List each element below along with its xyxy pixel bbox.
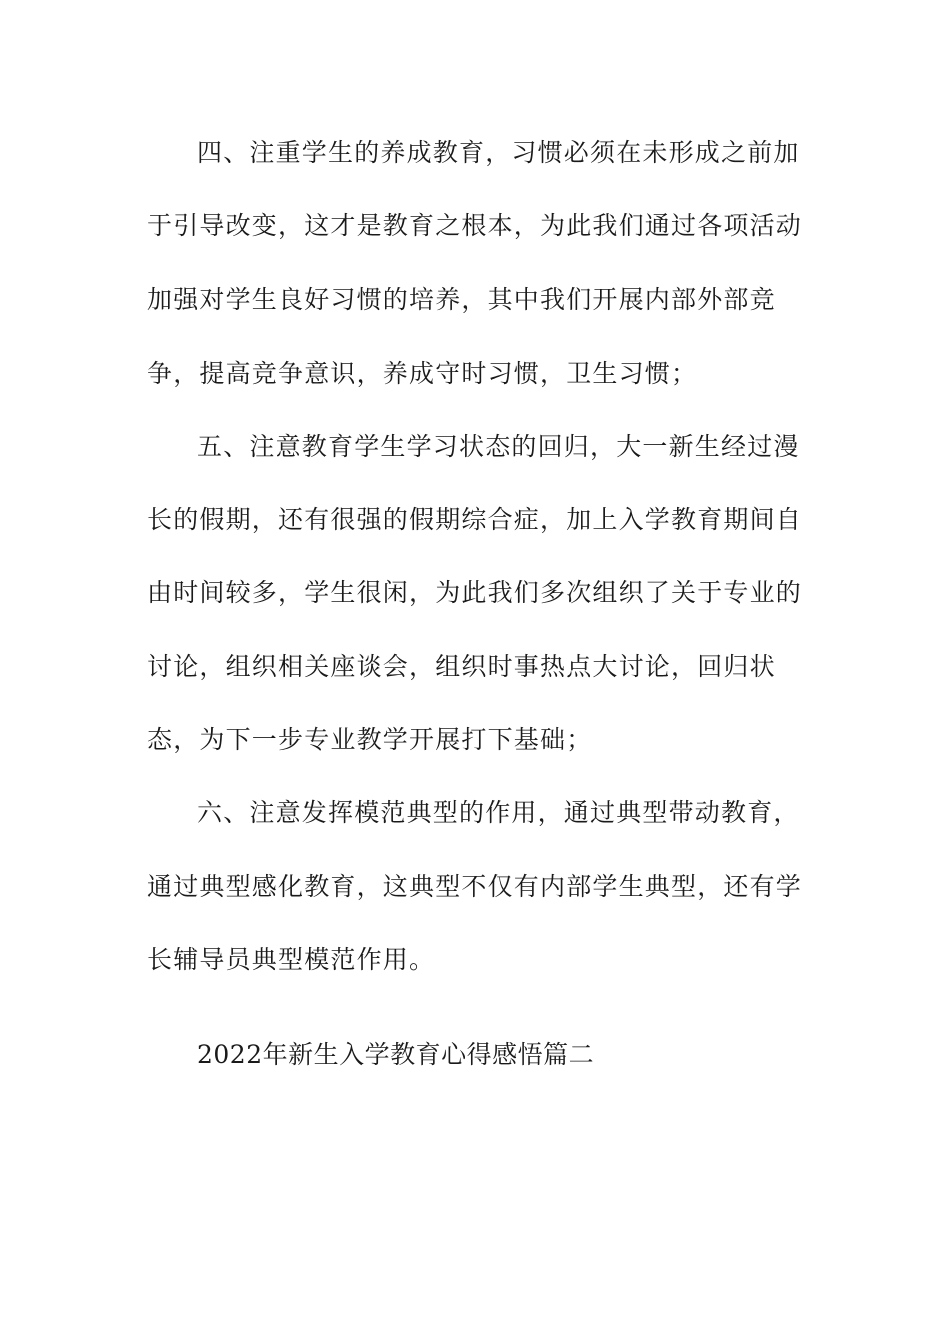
- paragraph-line: 于引导改变，这才是教育之根本，为此我们通过各项活动: [147, 211, 803, 240]
- section-heading: 2022年新生入学教育心得感悟篇二: [197, 1040, 595, 1069]
- paragraph-line: 讨论，组织相关座谈会，组织时事热点大讨论，回归状: [147, 652, 776, 681]
- paragraph-line: 态，为下一步专业教学开展打下基础；: [147, 725, 593, 754]
- paragraph-line: 长辅导员典型模范作用。: [147, 945, 436, 974]
- paragraph-line: 争，提高竞争意识，养成守时习惯，卫生习惯；: [147, 359, 698, 388]
- paragraph-line: 六、注意发挥模范典型的作用，通过典型带动教育，: [197, 798, 800, 827]
- paragraph-line: 五、注意教育学生学习状态的回归，大一新生经过漫: [197, 432, 800, 461]
- paragraph-line: 长的假期，还有很强的假期综合症，加上入学教育期间自: [147, 505, 803, 534]
- paragraph-line: 四、注重学生的养成教育，习惯必须在未形成之前加: [197, 138, 800, 167]
- paragraph-line: 通过典型感化教育，这典型不仅有内部学生典型，还有学: [147, 872, 803, 901]
- paragraph-line: 由时间较多，学生很闲，为此我们多次组织了关于专业的: [147, 578, 803, 607]
- paragraph-line: 加强对学生良好习惯的培养，其中我们开展内部外部竞: [147, 285, 776, 314]
